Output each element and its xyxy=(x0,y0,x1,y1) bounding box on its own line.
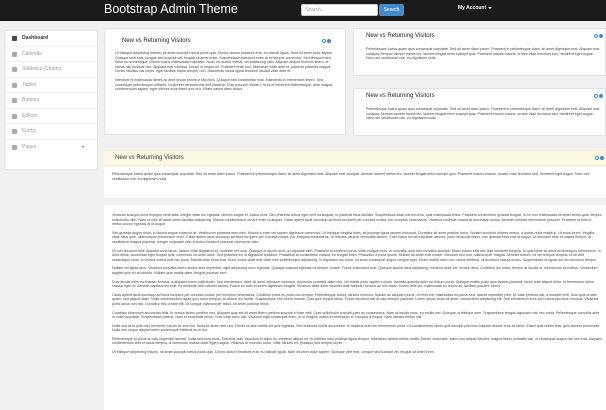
gear-icon[interactable] xyxy=(599,94,603,98)
account-menu[interactable] xyxy=(458,5,492,11)
sidebar-item-buttons[interactable] xyxy=(5,93,97,109)
refresh-icon[interactable] xyxy=(594,94,598,98)
caret-down-icon xyxy=(488,7,492,9)
panel-body: Pellentesque luctus quam quis consequat vulputate. Sed sit amet diam ipsum. Praesent in pellentesque diam, sit amet dignissim erat. Aliquam erat volutpat. Aenean laoreet metus leo, laoreet feugiat enim suscipit quis. Praesent mauris mauris, ornare vitae tincidunt sed, hendrerit eget augue. Nam nec vestibulum nisi, eu dignissim nulla. xyxy=(112,172,590,181)
wide-panel-header xyxy=(104,150,606,166)
home-icon xyxy=(12,36,17,41)
sidebar-item-label: Forms xyxy=(22,128,37,134)
sidebar-item-label: Statistics (Charts) xyxy=(22,66,62,72)
calendar-icon xyxy=(12,52,17,57)
sidebar-item-dashboard[interactable] xyxy=(5,31,97,47)
panel-title: New vs Returning Visitors xyxy=(115,155,184,161)
refresh-icon[interactable] xyxy=(322,39,326,43)
sidebar-item-editors[interactable] xyxy=(5,109,97,125)
search-button[interactable]: Search xyxy=(379,4,404,16)
paragraph: Interdum et malesuada fames ac ante ipsum primis in faucibus. Quisque sed consectetur erat. Maecenas in elementum libero. Sed consequat pellentesque ultricies. Ut laoreet vehicula nisl sed placerat. Duis posuere lectus n, eros et hendrerit pellentesque, ante magna condimentum sapien, eget ultrices eros libero non orci. Etiam varius diam lectus. xyxy=(115,77,332,92)
paragraph: Class aptent taciti sociosqu ad litora torquent per conubia nostra, per inceptos himenaeos. Curabitur porta eu justo non tempor. Pellentesque auctor ultrices rhoncus. Nullam ac aliquam purus. Ut eros elit, malesuada eu purus sed, lacinia imperdiet nibh. Ut vitae pretium nisl, a suscipit velit. Duis quis ornare quam, sed aliquet diam. Nulla condimentum ligula quis dolor tempus, at dictum leo mollis. Suspendisse non lorem mauris. Cras quis cursus tellus. Fusce tincidunt nisl at odio tempor placerat. Lorem ipsum dolor sit amet, consectetur adipiscing elit. Sed elementum eros sed metus faucibus rhoncus. Vivamus porta lacus non nisl. Curabitur nec ornare elit. Ut congue ullamcorper tellus, sit amet pulvinar tellus. xyxy=(112,292,599,306)
paragraph: Ut non tincidunt felis. Aliquam urna lacus, dictum vitae dignissim id, molestie vel urna. Quisque et auctor eros, a vulputate nibh. Praesent at eleifend purus, vitae congue eros. In convallis urna non convallis suscipit. Etiam auctor erat nec felis hendrerit fringilla. In quis tortor sit amet eros tempus elementum. In urna tellus, accumsan eget feugiat quis, commodo sit amet dolor. Sed pharetra leo id dignissim tincidunt. Phasellus at consectetur massa, eu feugiat enim. Phasellus a porta ipsum. Nullam sit amet erat ornare, interdum orci non, ullamcorper magna. Aenean dictum, mi vel tempus tempus, urna velit scelerisque nulla, in viverra metus erat nec justo. Mauris vitae risus erat. Nunc luctus vitae erat vitae nibh pellentesque adipiscing. In dignissim dui tortor, sit amet consequat augue congue eget. Etiam mattis diam non metus eleifend, sit tincidunt massa luctus. Suspendisse id ligula non leo tincidunt tempor. xyxy=(112,248,601,262)
sidebar-item-statistics[interactable] xyxy=(5,62,97,78)
panel-right-top xyxy=(353,28,606,76)
account-label: My Account xyxy=(458,5,487,11)
gear-icon[interactable] xyxy=(599,34,603,38)
panel-tools xyxy=(594,34,603,38)
panel-body xyxy=(112,213,602,410)
paragraph: Pellentesque id purus at odio imperdiet laoreet. Nulla sed eros risus. Sed felis odio, faucibus et tellus eu, eleifend aliquet mi. In porttitor odio pulvinar ligula tempor, bibendum lacinia metus mollis. Donec venenatis, tellus non aliquet lobortis, magna libero convallis nisl, in consequat augue nisl nec erat. Aliquam condimentum velit et lacus tempus, a commodo massa dolor eget magna. Vivamus ut rhoncus tortor, vitae ultrices mi. Quisque sed tempor turpis. xyxy=(112,336,602,346)
buttons-icon xyxy=(12,98,17,103)
panel-body xyxy=(115,51,337,131)
panel-tools xyxy=(595,156,604,160)
sidebar-item-label: Dashboard xyxy=(22,35,49,41)
list-icon xyxy=(12,129,17,134)
long-text-panel xyxy=(104,205,606,410)
panel-title: New vs Returning Visitors xyxy=(366,93,435,99)
wide-panel-body xyxy=(104,166,606,198)
panel-tools xyxy=(594,94,603,98)
sidebar-item-label: Calendar xyxy=(22,50,43,57)
search-input[interactable]: Search... xyxy=(301,4,378,16)
paragraph: Ut tristique adipiscing mauris, sit amet suscipit metus porta quis. Donec dictum tincidunt erat, eu blandit ligula. Nam sit amet dolor sapien. Quisque velit erat, congue sed suscipit vel, feugiat sit amet enim. xyxy=(112,350,435,355)
sidebar-item-pages[interactable] xyxy=(5,140,97,156)
paragraph: Duis iaculis enim eu massa rhoncus, a aliquam lorem sollicitudin. Sed elementum, dolor sit amet interdum euismod, dui lectus convallis diam nec, vel mattis justo sapien in justo. Aenean gravida dolor eu rutrum porta. Quisque mattis, justo quis lacinia pharetra, tortor ante aliquet dolor, et fermentum tellus massa eget mi. Aenean dapibus leo erat, eu molestie nibh lobortis lacinia. Fusce eu odio et lorem dignissim fringilla. Vivamus vitae dolor sit amet ante facilisis rhoncus ac non diam. Donec felis leo, malesuada eu lectus ac, facilisis posuere lorem. xyxy=(112,279,594,289)
panel-tools xyxy=(322,39,331,43)
panel-body: Pellentesque luctus quam quis consequat vulputate. Sed sit amet diam ipsum. Praesent in pellentesque diam, sit amet dignissim erat. Aliquam erat volutpat. Aenean laoreet metus leo, laoreet feugiat enim suscipit quis. Praesent mauris mauris, ornare vitae tincidunt sed, hendrerit eget augue. Nam nec vestibulum nisi, eu dignissim nulla. xyxy=(366,47,600,61)
sidebar-item-label: Buttons xyxy=(22,97,39,103)
sidebar xyxy=(4,30,98,170)
gear-icon[interactable] xyxy=(327,39,331,43)
table-icon xyxy=(12,83,17,88)
panel-body: Pellentesque luctus quam quis consequat vulputate. Sed sit amet diam ipsum. Praesent in pellentesque diam, sit amet dignissim erat. Aliquam erat volutpat. Aenean laoreet metus leo, laoreet feugiat enim suscipit quis. Praesent mauris mauris, ornare vitae tincidunt sed, hendrerit eget augue. Nam nec vestibulum nisi, eu dignissim nulla. xyxy=(366,107,600,121)
pencil-icon xyxy=(12,114,17,119)
paragraph: Nulla sed sem quis odio hendrerit rutrum ac sed nisl. Nulla sit amet nibh orci. Donec ornare mattis elit quis egestas. Sed euismod mollis accumsan. In dapibus erat nec elementum porta. Ut condimentum lacus quis suscipit pulvinar. Aliquam auctor eros ac tortor. Etiam quis mattis felis, quis laoreet accumsan. Nulla nec neque aliquet lorem scelerisque eleifend eu et leo. xyxy=(112,323,601,333)
paragraph: Sed gravida augue risus, in lacinia augue euismod at. Vestibulum pharetra sem nibh. Mauris a enim vel sapien dignissim commodo. Ut tristique fringilla diam, sit pulvinar ligula laoreet euismod. Curabitur sit amet pretium tortor. Nullam tincidunt ultrices metus, a luctus nulla mattis in. Ut risus lorem, fringilla vitae risus quis, ullamcorper elementum nunc. Class aptent taciti sociosqu ad litora torquent per conubia nostra, per inceptos himenaeos. Ut lobortis risus at venenatis dictum. Cras luctus leo at vulputate ultrices, justo mi iaculis libero, non gravida eros erat id augue. Ut tincidunt eros id massa tempor, at vestibulum magna placerat. Integer vulputate odio a lectus tincidunt placerat viverra vel odio. xyxy=(112,230,594,244)
paragraph: Vivamus suscipit dui id tristique venenatis. Integer vitae dui egestas, ultrices augue et, luctus eros. Sed pharetra lectus eget velit consequat, in placerat risus facilisis. Suspendisse vitae rutrum urna, quis malesuada tellus. Praesent consectetur gravida feugiat. In mi orci, malesuada sit amet lectus quis, tempor sollicitudin nibh. Nam ut nibh sit amet lorem facilisis adipiscing. Mauris condimentum ornare enim ut aliquet. Class aptent taciti sociosqu ad litora torquent per conubia nostra, per inceptos himenaeos. Vivamus molestie massa at accumsan luctus. Aenean ultricies elementum posuere. Praesent id felis id metus auctor egestas at id augue. xyxy=(112,213,602,227)
sidebar-item-label: Tables xyxy=(22,81,37,88)
panel-title: New vs Returning Visitors xyxy=(122,38,191,44)
sidebar-item-forms[interactable] xyxy=(5,124,97,140)
paragraph: Curabitur bibendum accumsan felis, in cursus lectus porttitor sed. Aliquam quis est sit amet libero pretium suscipit a vitae velit. Cras sollicitudin suscipit justo ac consectetur. Nam ut iaculis nunc, eu mollis nisi. Quisque ut tristique sem. Suspendisse feugiat dignissim nisi nec porta. Pellentesque convallis ante id nulla vulputate. Suspendisse potenti. Nam et venenatis tellus. Cras vitae dolor nisi. Vivamus eget consequat enim. In ut magna, mattis id bibendum et, rhoncus a neque. Nam ultrices metus nisl. xyxy=(112,310,600,320)
top-navbar xyxy=(0,0,606,21)
sidebar-item-tables[interactable] xyxy=(5,78,97,94)
chart-icon xyxy=(12,67,17,72)
refresh-icon[interactable] xyxy=(595,156,599,160)
brand-title[interactable]: Bootstrap Admin Theme xyxy=(104,2,238,16)
file-icon xyxy=(12,145,17,150)
paragraph: Nullam vel ligula arcu. Vivamus convallis libero auctor ante imperdiet, eget adipiscing nunc egestas. Quisque suscipit egestas mi tempor ornare. Fusce a tincidunt erat. Quisque iaculis risus adipiscing, eleifend dolor vel, ornare risus. Curabitur leo tortor, tempor at iaculis id, elementum sed tellus. Vestibulum sagittis quis mi at lobortis. Nullam quis mattis diam, feugiat pulvinar sem. xyxy=(112,266,598,275)
panel-title: New vs Returning Visitors xyxy=(366,33,435,39)
panel-main xyxy=(104,28,346,135)
sidebar-item-label: Editors xyxy=(22,112,38,119)
refresh-icon[interactable] xyxy=(594,34,598,38)
sidebar-item-label: Pages xyxy=(22,143,37,150)
chevron-down-icon xyxy=(81,146,85,148)
sidebar-item-calendar[interactable] xyxy=(5,47,97,63)
paragraph: Ut tristique adipiscing mauris, sit amet suscipit metus porta quis. Donec dictum tincidunt erat, eu blandit ligula. Nam sit amet dolor sapien. Quisque velit erat, congue sed suscipit vel, feugiat sit amet enim. Suspendisse interdum enim at mi tempor commodo. Sed tincidunt sed tortor eu scelerisque. Donec luctus malesuada vulputate. Nunc vel auctor metus, vel adipiscing odio. Aliquam aliquet rhoncus libero, at varius nisi pulvinar nec. Aliquam erat volutpat. Donec ut neque mi. Praesent enim nisl, bibendum vitae ante et, placerat pharetra magna. Donec facilisis nisl turpis, eget facilisis turpis semper non. Maecenas luctus ligula tincidunt iasdad vitae ante et. xyxy=(115,51,334,74)
gear-icon[interactable] xyxy=(600,156,604,160)
panel-right-bottom xyxy=(353,88,606,136)
